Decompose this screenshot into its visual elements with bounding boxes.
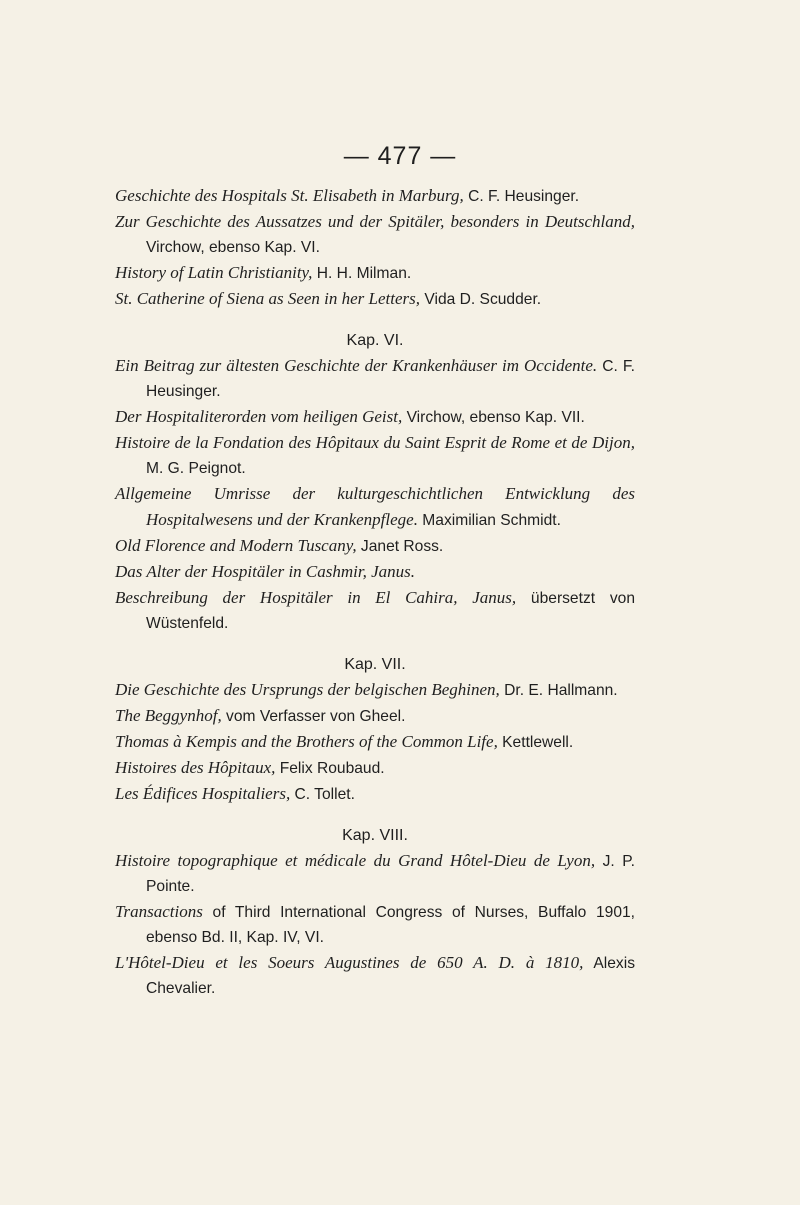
entry-author: Virchow, ebenso Kap. VI. xyxy=(146,239,320,256)
entry-title: Transactions xyxy=(115,902,203,921)
bibliography-entry xyxy=(115,950,635,1001)
entry-title: Histoire de la Fondation des Hôpitaux du Saint Esprit de Rome et de Dijon, xyxy=(115,433,635,452)
bibliography-entry xyxy=(115,286,635,312)
bibliography-entry xyxy=(115,585,635,636)
entry-author: M. G. Peignot. xyxy=(146,460,246,477)
section-intro xyxy=(115,183,635,312)
entry-title: Die Geschichte des Ursprungs der belgischen Beghinen, xyxy=(115,680,500,699)
bibliography-entry xyxy=(115,729,635,755)
entry-author: of Third International Congress of Nurses, Buffalo 1901, ebenso Bd. II, Kap. IV, VI. xyxy=(146,904,635,946)
entry-author: Felix Roubaud. xyxy=(275,760,385,777)
entry-author: Vida D. Scudder. xyxy=(420,291,542,308)
entry-author: übersetzt von Wüstenfeld. xyxy=(146,590,635,632)
bibliography-entry xyxy=(115,430,635,481)
bibliography-entry xyxy=(115,353,635,404)
bibliography-entry xyxy=(115,183,635,209)
entry-title: Thomas à Kempis and the Brothers of the Common Life, xyxy=(115,732,498,751)
bibliography-entry xyxy=(115,481,635,533)
bibliography-entry xyxy=(115,533,635,559)
section-kap-vi xyxy=(115,328,635,636)
bibliography xyxy=(115,183,635,1001)
entry-author: C. F. Heusinger. xyxy=(146,358,635,400)
bibliography-entry xyxy=(115,677,635,703)
section-heading: Kap. VI. xyxy=(346,332,404,349)
section-heading: Kap. VIII. xyxy=(342,827,408,844)
bibliography-entry xyxy=(115,260,635,286)
entry-title: History of Latin Christianity, xyxy=(115,263,313,282)
bibliography-entry xyxy=(115,899,635,950)
entry-title: Zur Geschichte des Aussatzes und der Spitäler, besonders in Deutschland, xyxy=(115,212,635,231)
entry-title: Ein Beitrag zur ältesten Geschichte der Krankenhäuser im Occidente. xyxy=(115,356,598,375)
entry-title: Geschichte des Hospitals St. Elisabeth in Marburg, xyxy=(115,186,464,205)
entry-author: Maximilian Schmidt. xyxy=(417,512,561,529)
section-kap-vii xyxy=(115,652,635,807)
bibliography-entry xyxy=(115,209,635,260)
bibliography-entry xyxy=(115,559,635,585)
entry-title: L'Hôtel-Dieu et les Soeurs Augustines de 650 A. D. à 1810, xyxy=(115,953,584,972)
entry-title: Beschreibung der Hospitäler in El Cahira, Janus, xyxy=(115,588,517,607)
entry-author: Virchow, ebenso Kap. VII. xyxy=(402,409,585,426)
entry-author: Alexis Chevalier. xyxy=(146,955,635,997)
entry-author: Kettlewell. xyxy=(497,734,574,751)
section-kap-viii xyxy=(115,823,635,1001)
entry-author: Janet Ross. xyxy=(356,538,444,555)
entry-title: Histoires des Hôpitaux, xyxy=(115,758,276,777)
bibliography-entry xyxy=(115,755,635,781)
entry-title: Der Hospitaliterorden vom heiligen Geist, xyxy=(115,407,403,426)
section-heading: Kap. VII. xyxy=(344,656,406,673)
entry-title: Les Édifices Hospitaliers, xyxy=(115,784,291,803)
entry-title: Old Florence and Modern Tuscany, xyxy=(115,536,357,555)
entry-author: J. P. Pointe. xyxy=(146,853,635,895)
entry-author: vom Verfasser von Gheel. xyxy=(221,708,406,725)
entry-title: St. Catherine of Siena as Seen in her Letters, xyxy=(115,289,421,308)
entry-author: H. H. Milman. xyxy=(312,265,412,282)
page-number: — 477 — xyxy=(343,142,457,170)
entry-author: Dr. E. Hallmann. xyxy=(499,682,618,699)
bibliography-entry xyxy=(115,703,635,729)
bibliography-entry xyxy=(115,848,635,899)
bibliography-entry xyxy=(115,781,635,807)
entry-title: Das Alter der Hospitäler in Cashmir, Janus. xyxy=(115,562,416,581)
bibliography-entry xyxy=(115,404,635,430)
entry-title: Histoire topographique et médicale du Grand Hôtel-Dieu de Lyon, xyxy=(115,851,596,870)
entry-title: The Beggynhof, xyxy=(115,706,222,725)
entry-author: C. F. Heusinger. xyxy=(463,188,580,205)
entry-title: Allgemeine Umrisse der kulturgeschichtlichen Entwicklung des Hospitalwesens und der Krankenpflege. xyxy=(115,484,635,529)
entry-author: C. Tollet. xyxy=(290,786,355,803)
